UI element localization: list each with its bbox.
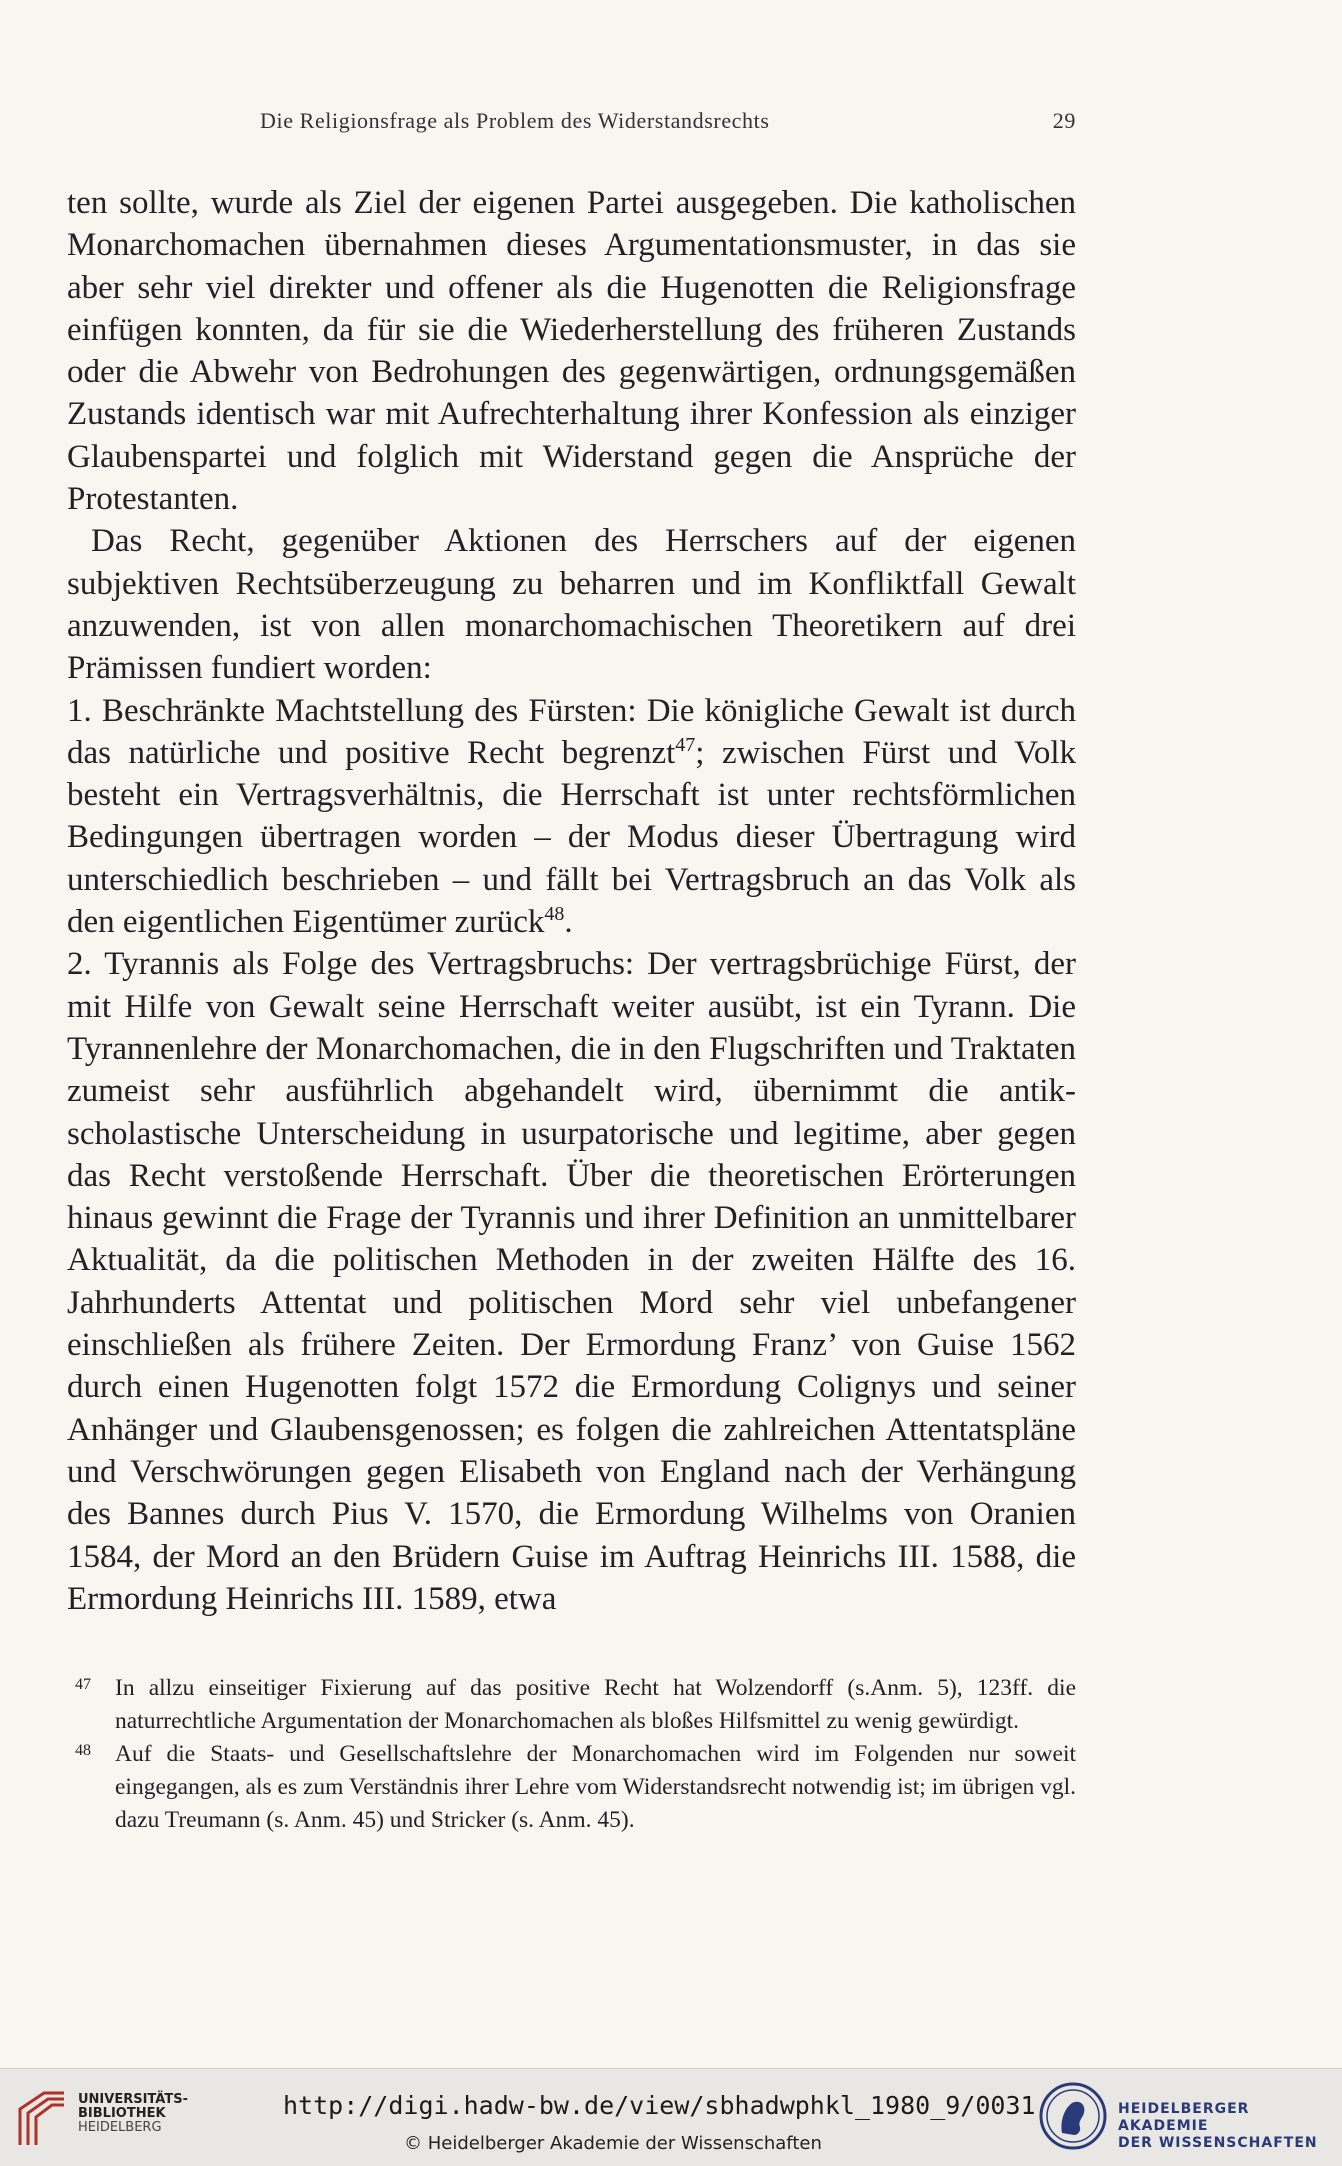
source-url-link[interactable]: http://digi.hadw-bw.de/view/sbhadwphkl_1980_9/0031	[283, 2091, 1036, 2120]
paragraph-3-text-a: 1. Beschränkte Machtstellung des Fürsten: Die königliche Gewalt ist durch das natürliche und positive Recht begrenzt	[67, 692, 1076, 771]
footnote-text: Auf die Staats- und Gesellschaftslehre der Monarchomachen wird im Folgenden nur soweit eingegangen, als es zum Verständnis ihrer Lehre vom Widerstandsrecht notwendig ist; im übrigen vgl. dazu Treumann (s. Anm. 45) und Stricker (s. Anm. 45).	[115, 1741, 1076, 1833]
paragraph-4: 2. Tyrannis als Folge des Vertragsbruchs: Der vertragsbrüchige Fürst, der mit Hilfe von Gewalt seine Herrschaft weiter ausübt, ist ein Tyrann. Die Tyrannenlehre der Monarchomachen, die in den Flugschriften und Traktaten zumeist sehr ausführlich abgehandelt wird, übernimmt die antik-scholastische Unterscheidung in usurpatorische und legitime, aber gegen das Recht verstoßende Herrschaft. Über die theoretischen Erörterungen hinaus gewinnt die Frage der Tyrannis und ihrer Definition an unmittelbarer Aktualität, da die politischen Methoden in der zweiten Hälfte des 16. Jahrhunderts Attentat und politischen Mord sehr viel unbefangener einschließen als frühere Zeiten. Der Ermordung Franz’ von Guise 1562 durch einen Hugenotten folgt 1572 die Ermordung Colignys und seiner Anhänger und Glaubensgenossen; es folgen die zahlreichen Attentatspläne und Verschwörungen gegen Elisabeth von England nach der Verhängung des Bannes durch Pius V. 1570, die Ermordung Wilhelms von Oranien 1584, der Mord an den Brüdern Guise im Auftrag Heinrichs III. 1588, die Ermordung Heinrichs III. 1589, etwa	[67, 946, 1076, 1617]
paragraph-3-text-b: ; zwischen Fürst und Volk besteht ein Vertragsverhältnis, die Herrschaft ist unter rechtsförmlichen Bedingungen übertragen worden – der Modus dieser Übertragung wird unterschiedlich beschrieben – und fällt bei Vertragsbruch an das Volk als den eigentlichen Eigentümer zurück	[67, 734, 1076, 941]
academy-name: HEIDELBERGER AKADEMIE DER WISSENSCHAFTEN	[1118, 2101, 1318, 2151]
footnotes	[67, 1672, 1076, 1837]
running-title: Die Religionsfrage als Problem des Widerstandsrechts	[260, 108, 770, 133]
footnote-48	[67, 1738, 1076, 1837]
paragraph-3	[67, 690, 1076, 944]
page-number: 29	[1052, 108, 1076, 133]
paragraph-2: Das Recht, gegenüber Aktionen des Herrschers auf der eigenen subjektiven Rechtsüberzeugung zu beharren und im Konfliktfall Gewalt anzuwenden, ist von allen monarchomachischen Theoretikern auf drei Prämissen fundiert worden:	[67, 523, 1076, 687]
footnote-47	[67, 1672, 1076, 1738]
body-text	[67, 182, 1076, 1620]
university-library-name: UNIVERSITÄTS- BIBLIOTHEK HEIDELBERG	[78, 2092, 188, 2135]
footer-bar	[0, 2068, 1342, 2166]
university-library-logo-icon	[14, 2087, 70, 2149]
paragraph-1: ten sollte, wurde als Ziel der eigenen Partei ausgegeben. Die katholischen Monarchomachen übernahmen dieses Argumentationsmuster, in das sie aber sehr viel direkter und offener als die Hugenotten die Religionsfrage einfügen konnten, da für sie die Wiederherstellung des früheren Zustands oder die Abwehr von Bedrohungen des gegenwärtigen, ordnungsgemäßen Zustands identisch war mit Aufrechterhaltung ihrer Konfession als einziger Glaubenspartei und folglich mit Widerstand gegen die Ansprüche der Protestanten.	[67, 185, 1076, 518]
academy-seal-icon	[1038, 2081, 1108, 2151]
footnote-ref-47[interactable]: 47	[675, 733, 696, 756]
footnote-number: 47	[75, 1676, 91, 1693]
footnote-ref-48[interactable]: 48	[544, 903, 565, 926]
footnote-text: In allzu einseitiger Fixierung auf das positive Recht hat Wolzendorff (s.Anm. 5), 123ff. die naturrechtliche Argumentation der Monarchomachen als bloßes Hilfsmittel zu wenig gewürdigt.	[115, 1675, 1076, 1734]
paragraph-3-text-c: .	[564, 904, 573, 941]
footnote-number: 48	[75, 1742, 91, 1759]
copyright-notice: © Heidelberger Akademie der Wissenschaften	[404, 2133, 822, 2154]
